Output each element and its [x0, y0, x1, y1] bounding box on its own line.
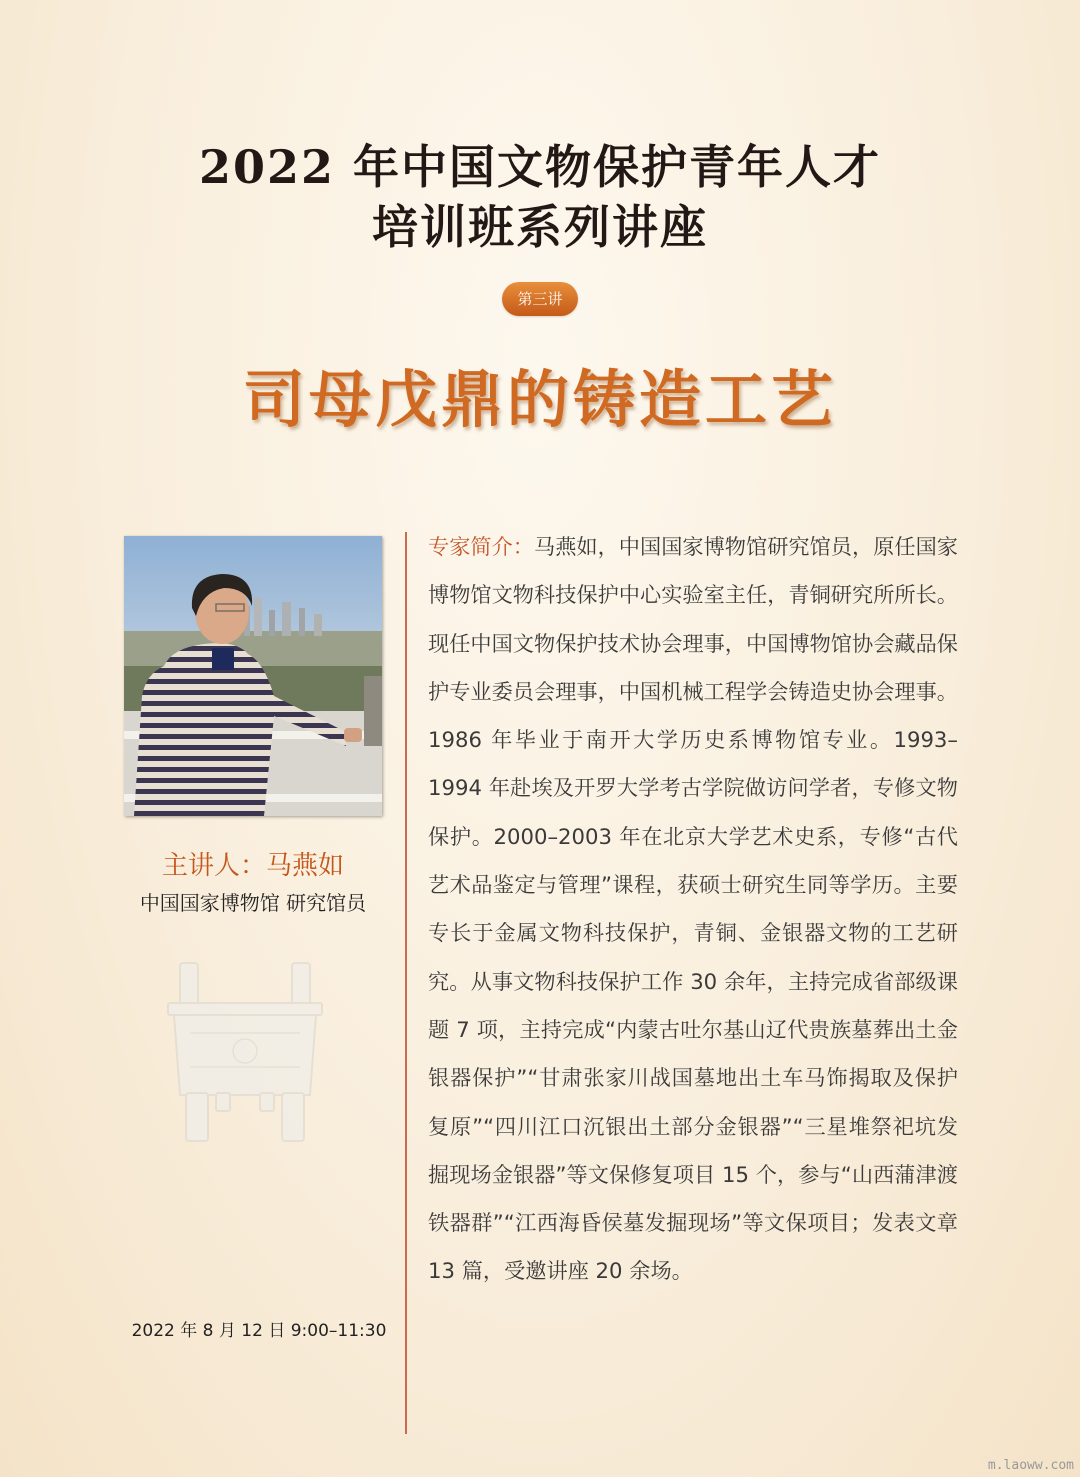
series-title-line2: 培训班系列讲座	[372, 200, 708, 254]
bio-text: 马燕如，中国国家博物馆研究馆员，原任国家博物馆文物科技保护中心实验室主任，青铜研究所所长。现任中国文物保护技术协会理事，中国博物馆协会藏品保护专业委员会理事，中国机械工程学会铸造史协会理事。1986 年毕业于南开大学历史系博物馆专业。1993–1994 年赴埃及开罗大学考古学院做访问学者，专修文物保护。2000–2003 年在北京大学艺术史系，专修“古代艺术品鉴定与管理”课程，获硕士研究生同等学历。主要专长于金属文物科技保护，青铜、金银器文物的工艺研究。从事文物科技保护工作 30 余年，主持完成省部级课题 7 项，主持完成“内蒙古吐尔基山辽代贵族墓葬出土金银器保护”“甘肃张家川战国墓地出土车马饰揭取及保护复原”“四川江口沉银出土部分金银器”“三星堆祭祀坑发掘现场金银器”等文保修复项目 15 个，参与“山西蒲津渡铁器群”“江西海昏侯墓发掘现场”等文保项目；发表文章 13 篇，受邀讲座 20 余场。	[428, 534, 958, 1284]
speaker-name: 主讲人：马燕如	[161, 851, 344, 881]
lecture-number-badge: 第三讲	[502, 282, 578, 316]
expert-bio	[428, 523, 958, 1296]
site-watermark: m.laoww.com	[987, 1458, 1074, 1473]
speaker-photo	[124, 536, 382, 816]
speaker-affiliation: 中国国家博物馆 研究馆员	[139, 891, 367, 915]
series-title-line1: 2022 年中国文物保护青年人才	[198, 140, 882, 194]
lecture-schedule: 2022 年 8 月 12 日 9:00–11:30	[131, 1321, 387, 1341]
bio-label: 专家简介：	[428, 534, 534, 559]
column-divider	[405, 532, 407, 1434]
ding-vessel-icon	[160, 955, 330, 1145]
lecture-title: 司母戊鼎的铸造工艺	[242, 363, 837, 436]
